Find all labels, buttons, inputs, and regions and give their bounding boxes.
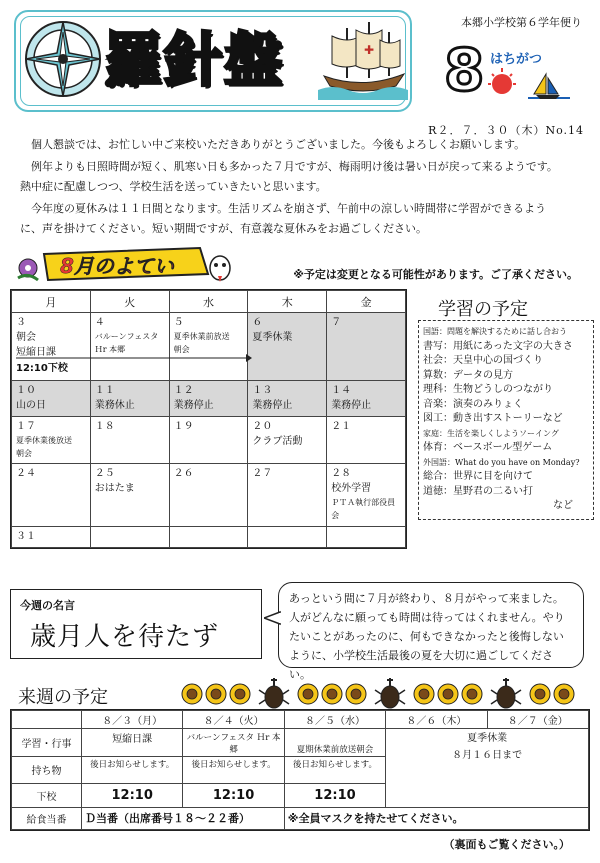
cal-cell [169, 417, 248, 464]
cal-cell [90, 527, 169, 548]
cal-day-thu: 木 [248, 291, 327, 313]
schedule-notice: ※予定は変更となる可能性があります。ご了承ください。 [293, 268, 578, 281]
cal-cell [327, 313, 406, 381]
dismissal-mon: 12:10 [82, 783, 183, 807]
banner-text: 8月のよてい [60, 254, 174, 278]
cal-event: 業務停止 [173, 400, 214, 412]
cal-cell [327, 381, 406, 417]
arrow-right-icon [16, 353, 252, 363]
cal-cell [12, 381, 91, 417]
cal-date: １８ [94, 421, 115, 433]
cal-date: １２ [173, 385, 194, 397]
cal-cell [248, 417, 327, 464]
cal-date: １１ [94, 385, 115, 397]
cal-event: 業務休止 [94, 400, 135, 412]
august-calendar [10, 289, 407, 549]
learning-etc: など [553, 500, 573, 511]
title-char-1: 羅 [104, 26, 165, 94]
cal-day-tue: 火 [90, 291, 169, 313]
title-char-3: 盤 [224, 26, 285, 94]
learning-subject-row: 外国語：What do you have on Monday? [423, 457, 580, 467]
learning-subject-row: 社会：天皇中心の国づくり [423, 355, 543, 366]
cal-date: ２７ [252, 468, 273, 480]
items-tue: 後日お知らせします。 [183, 757, 284, 783]
label-activities: 学習・行事 [12, 729, 82, 757]
cal-cell [90, 381, 169, 417]
learning-subject-row: 国語：問題を解決するために話し合おう [423, 327, 567, 336]
school-name: 本郷小学校第６学年便り [461, 16, 582, 29]
svg-text:✚: ✚ [364, 43, 375, 57]
cal-cell [12, 527, 91, 548]
cal-cell [327, 464, 406, 527]
sun-sailboat-icon [488, 68, 578, 104]
newsletter-title [104, 20, 314, 100]
cal-event: 山の日 [16, 400, 46, 412]
cal-event-small: Ｈr 本郷 [94, 345, 126, 354]
learning-subject-row: 図工：動き出すストーリーなど [423, 413, 563, 424]
cal-date: １０ [16, 385, 36, 397]
week-corner [12, 711, 82, 729]
learning-subject-row: 道徳：星野君の二るい打 [423, 485, 533, 497]
bubble-line-2: 人がどんなに願っても時間は待ってはくれません。やり [289, 611, 565, 624]
bubble-line-1: あっという間に７月が終わり、８月がやって来ました。 [289, 592, 564, 605]
next-week-table [10, 709, 590, 831]
intro-line-2: 例年よりも日照時間が短く、肌寒い日も多かった７月ですが、梅雨明け後は暑い日が戻って来るようです。 [31, 160, 558, 173]
learning-subject-row: 書写：用紙にあった文字の大きさ [423, 340, 573, 352]
bubble-line-3: たいことがあったのに、何もできなかったと後悔しない [289, 630, 564, 643]
cal-date: ６ [252, 317, 263, 328]
cal-date: １４ [331, 385, 352, 397]
week-date-fri: ８／７（金） [487, 711, 588, 729]
learning-subject-row: 音楽：演奏のみりょく [423, 398, 523, 410]
intro-line-4: 今年度の夏休みは１１日間となります。生活リズムを崩さず、午前中の涼しい時間帯に学習ができるよう [31, 202, 547, 215]
cal-event-small: 朝会 [16, 449, 32, 459]
cal-day-mon: 月 [12, 291, 91, 313]
cal-cell [90, 417, 169, 464]
cal-date: ５ [173, 317, 184, 328]
cal-event: 夏季休業 [252, 332, 293, 343]
cal-cell [248, 381, 327, 417]
cal-date: ２６ [173, 468, 194, 480]
learning-subject-row: 体育：ベースボール型ゲーム [423, 442, 553, 453]
dismissal-wed: 12:10 [284, 783, 385, 807]
dismissal-tue: 12:10 [183, 783, 284, 807]
cal-event-small: 朝会 [173, 345, 190, 354]
cal-date: ７ [331, 317, 342, 328]
cal-cell [90, 464, 169, 527]
cal-event-small: 夏季休業後放送 [16, 436, 72, 446]
cal-day-fri: 金 [327, 291, 406, 313]
cal-cell [248, 464, 327, 527]
cal-event: おはたま [94, 483, 135, 495]
cal-date: ３ [16, 317, 26, 328]
learning-plan-title: 学習の予定 [438, 299, 528, 320]
activity-mon: 短縮日課 [82, 729, 183, 757]
cal-day-wed: 水 [169, 291, 248, 313]
learning-subject-row: 理科：生物どうしのつながり [423, 384, 553, 395]
speech-bubble [278, 582, 584, 681]
label-items: 持ち物 [12, 757, 82, 783]
cal-cell [327, 527, 406, 548]
intro-line-5: に、声を掛けてください。短い期間ですが、有意義な夏休みをお過ごしください。 [20, 222, 427, 235]
cal-event: 短縮日課 [16, 347, 56, 358]
compass-icon [22, 18, 104, 100]
cal-date: ２８ [331, 468, 352, 480]
month-logo-text: はちがつ [490, 52, 543, 67]
cal-date: １３ [252, 385, 273, 397]
learning-plan-box [418, 320, 594, 520]
cal-cell [327, 417, 406, 464]
intro-line-1: 個人懇談では、お忙しい中ご来校いただきありがとうございました。今後もよろしくお願いします。 [31, 138, 526, 151]
items-wed: 後日お知らせします。 [284, 757, 385, 783]
quote-label: 今週の名言 [20, 599, 75, 612]
cal-cell [169, 313, 248, 381]
cal-event: 校外学習 [331, 483, 372, 495]
next-week-title: 来週の予定 [18, 687, 108, 708]
bubble-line-4: ように、小学校生活最後の夏を大切に過ごしてください。 [289, 649, 553, 681]
activity-tue: バルーンフェスタ Ｈr 本郷 [183, 729, 284, 757]
see-back-note: （裏面もご覧ください。） [443, 838, 570, 851]
lunch-mask-note: ※全員マスクを持たせてください。 [284, 807, 588, 829]
cal-date: ３１ [16, 531, 36, 543]
activity-summer-break [386, 729, 589, 808]
cal-date: １７ [16, 421, 36, 433]
activity-wed: 夏期休業前放送朝会 [284, 729, 385, 757]
summer-break-label: 夏季休業 [467, 733, 508, 745]
cal-date: ４ [94, 317, 105, 328]
issue-date: R２．７．３０（木）No.14 [428, 124, 584, 137]
sailing-ship-illustration [318, 16, 408, 100]
month-logo [440, 36, 580, 106]
month-logo-number: 8 [444, 36, 485, 104]
cal-date: ２１ [331, 421, 352, 433]
cal-date: ２０ [252, 421, 273, 433]
learning-subject-row: 総合：世界に目を向けて [423, 471, 533, 482]
cal-date: ２４ [16, 468, 36, 480]
cal-cell [12, 313, 91, 381]
cal-cell [248, 313, 327, 381]
cal-date: １９ [173, 421, 194, 433]
sunflower-beetle-decoration [178, 676, 592, 710]
week-date-tue: ８／４（火） [183, 711, 284, 729]
lunch-duty: Ｄ当番（出席番号１８～２２番） [82, 807, 285, 829]
cal-event-small: ＰＴＡ執行部役員会 [331, 498, 396, 521]
intro-line-3: 熱中症に配慮しつつ、学校生活を送っていきたいと思います。 [20, 180, 327, 193]
cal-cell [169, 527, 248, 548]
cal-cell [90, 313, 169, 381]
label-lunch: 給食当番 [12, 807, 82, 829]
week-date-wed: ８／５（水） [284, 711, 385, 729]
cal-dismissal-arrow [16, 361, 86, 376]
cal-event: 朝会 [16, 332, 36, 343]
cal-cell [12, 464, 91, 527]
week-date-thu: ８／６（木） [386, 711, 487, 729]
label-dismissal: 下校 [12, 783, 82, 807]
summer-break-until: ８月１６日まで [452, 750, 523, 762]
cal-cell [248, 527, 327, 548]
cal-event-small: 夏季休業前放送 [173, 332, 230, 341]
cal-date: ２５ [94, 468, 115, 480]
cal-event: 業務停止 [252, 400, 293, 412]
quote-text: 歳月人を待たず [30, 622, 220, 652]
cal-cell [169, 381, 248, 417]
cal-cell [169, 464, 248, 527]
cal-event: 業務停止 [331, 400, 372, 412]
cal-dismissal-time: 12:10下校 [16, 363, 68, 374]
cal-cell [12, 417, 91, 464]
august-schedule-banner [14, 244, 234, 284]
learning-subject-row: 算数：データの見方 [423, 369, 513, 381]
title-char-2: 針 [164, 26, 225, 94]
bubble-tail [264, 610, 282, 628]
items-mon: 後日お知らせします。 [82, 757, 183, 783]
week-date-mon: ８／３（月） [82, 711, 183, 729]
cal-event: クラブ活動 [252, 436, 303, 448]
cal-event-small: バルーンフェスタ [94, 332, 159, 341]
learning-subject-row: 家庭：生活を楽しくしようソーイング [423, 428, 559, 438]
